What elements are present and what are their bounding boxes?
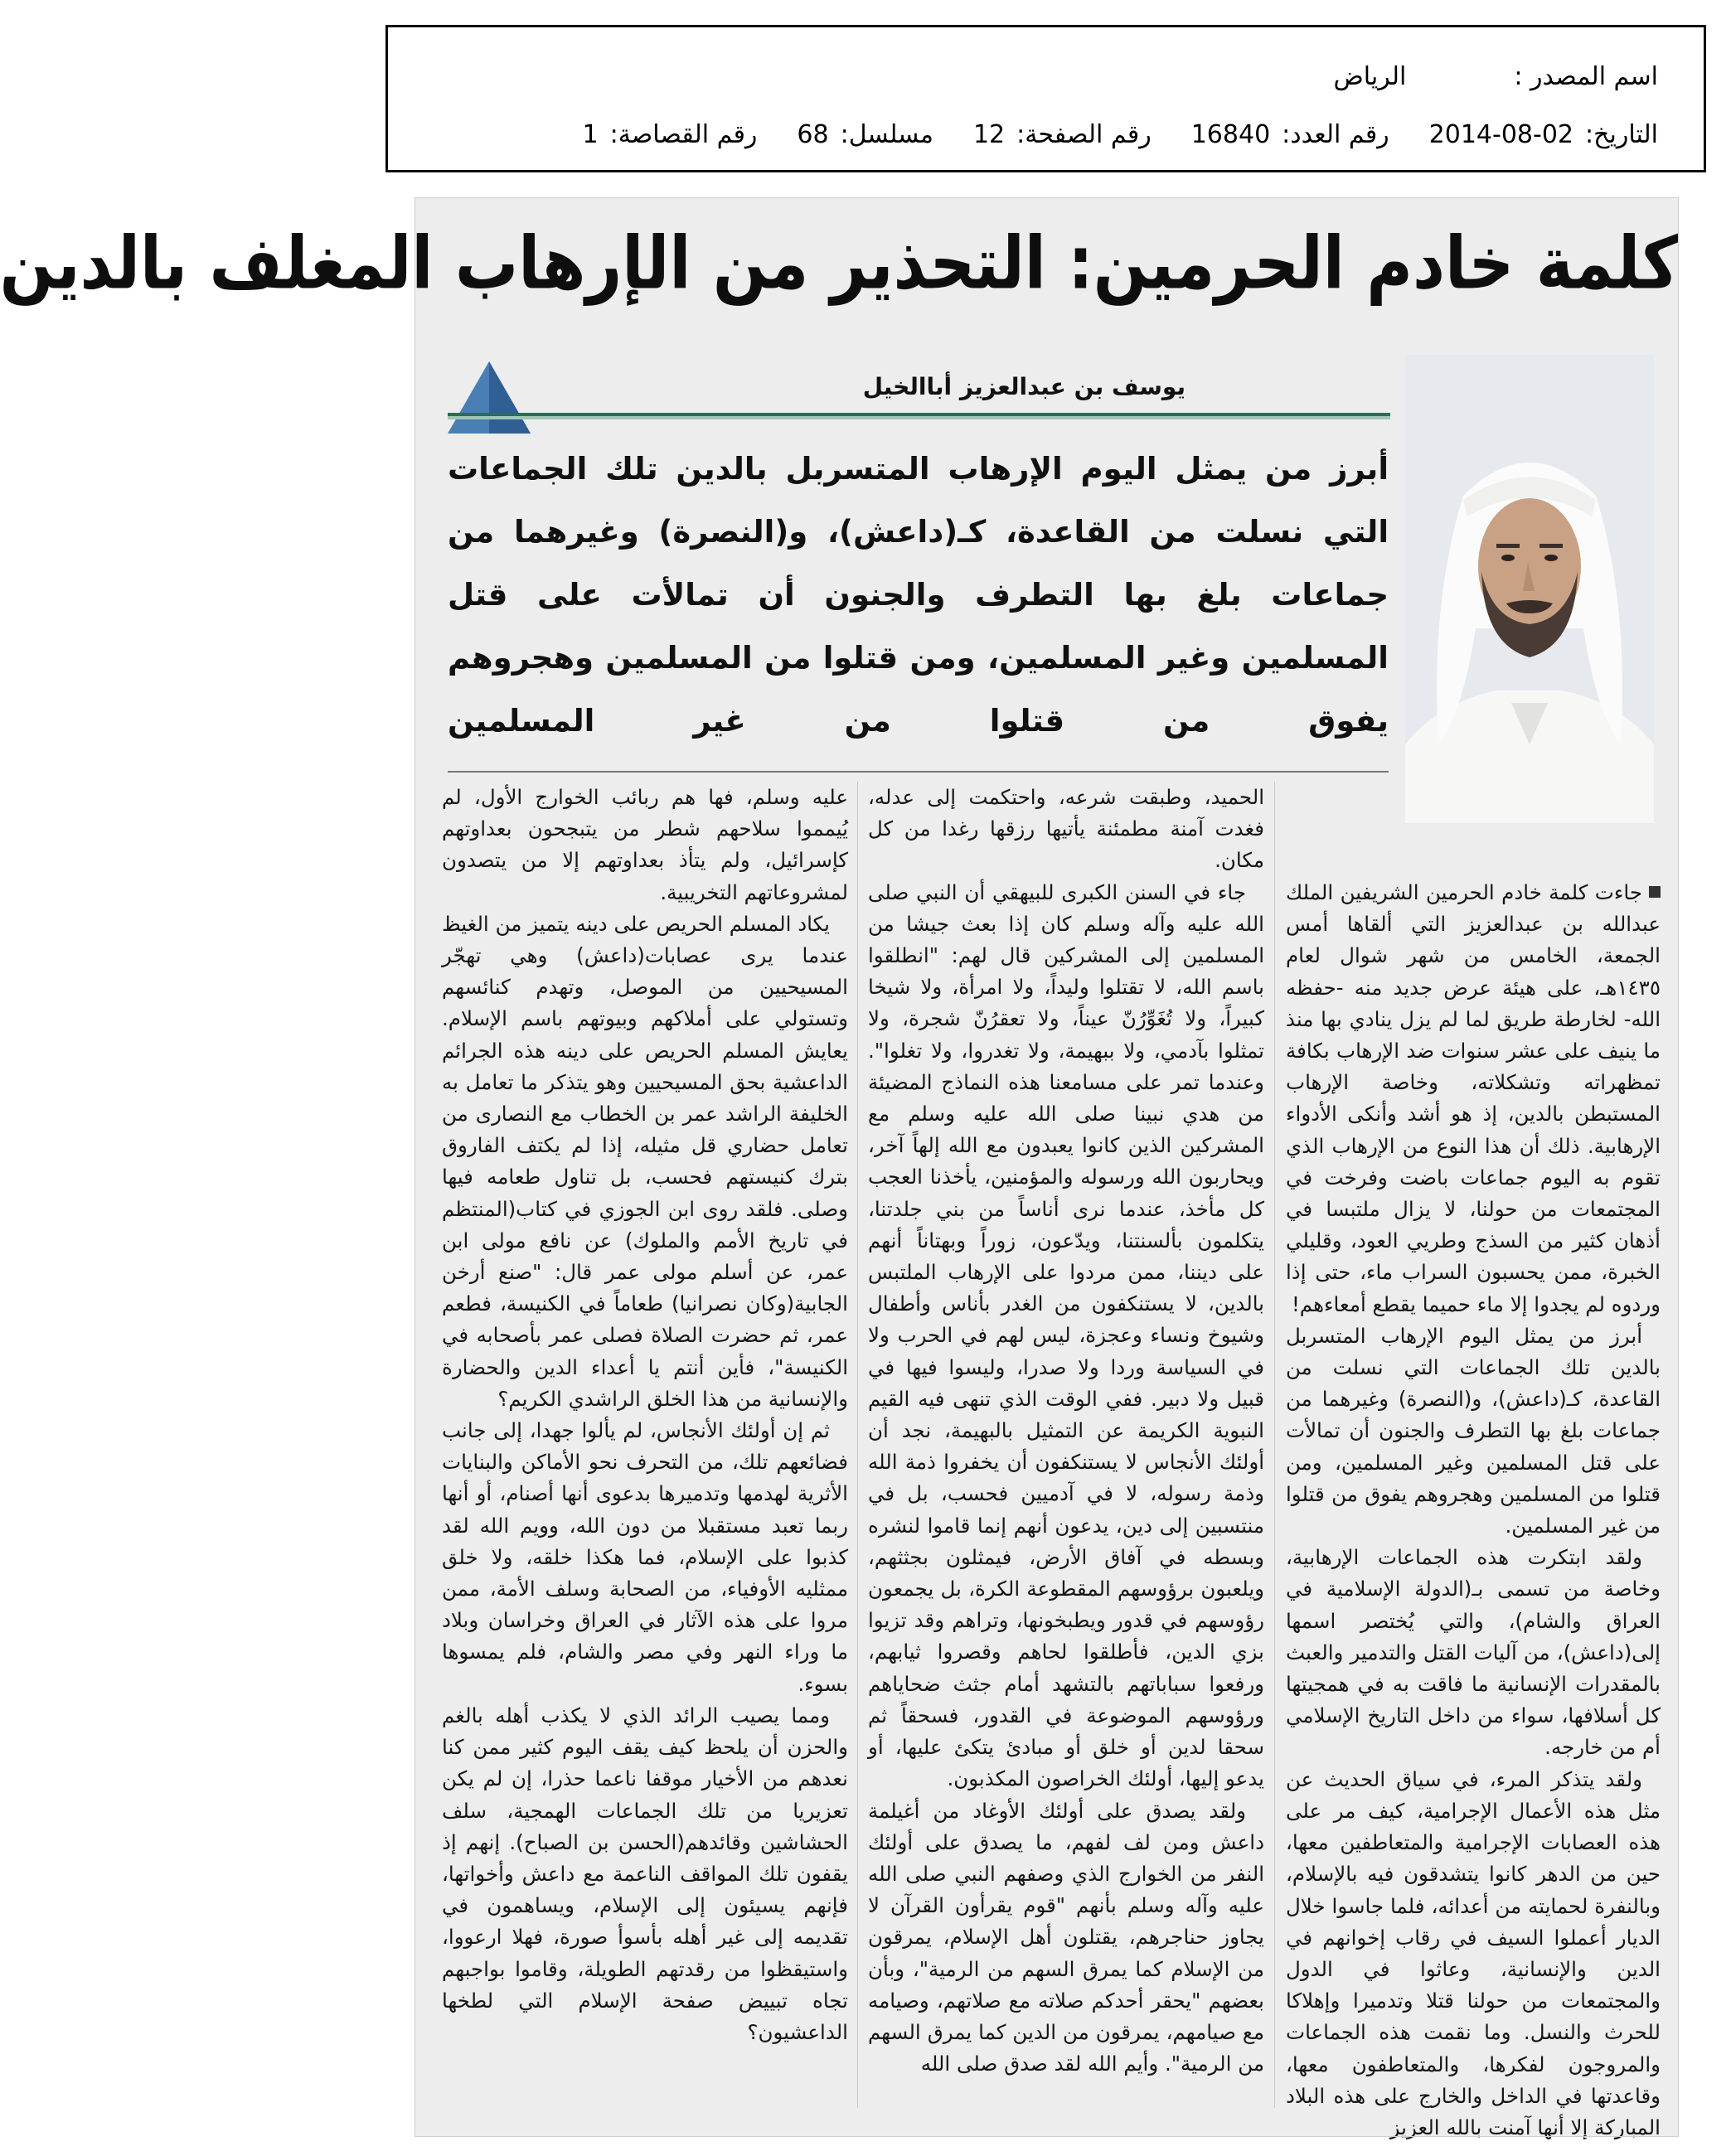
article-column-2	[868, 782, 1264, 2125]
serial-value: 68	[797, 120, 829, 149]
column-3-paragraph-4: ومما يصيب الرائد الذي لا يكذب أهله بالغم والحزن أن يلحظ كيف يقف اليوم كثير ممن كنا نعدهم من الأخيار موقفا ناعما حذرا، إن لم يكن تعزيريا من تلك الجماعات الهمجية، سلف الحشاشين وقائدهم(الحسن بن الصباح). إنهم إذ يقفون تلك المواقف الناعمة مع داعش وأخواتها، فإنهم يسيئون إلى الإسلام، ويساهمون في تقديمه إلى غير أهله بأسوأ صورة، فهلا ارعووا، واستيقظوا من رقدتهم الطويلة، وقاموا بواجبهم تجاه تبييض صفحة الإسلام التي لطخها الداعشيون؟	[442, 1703, 848, 2044]
author-byline: يوسف بن عبدالعزيز أباالخيل	[862, 373, 1186, 400]
page-label: رقم الصفحة:	[1016, 120, 1152, 149]
column-1-paragraph-4: ولقد يتذكر المرء، في سياق الحديث عن مثل هذه الأعمال الإجرامية، كيف مر على هذه العصابات الإجرامية والمتعاطفين معها، حين من الدهر كانوا يتشدقون فيه بالإسلام، وبالنفرة لحمايته من أعدائه، فلما جاسوا خلال الديار أعملوا السيف في رقاب إخوانهم في الدين والإنسانية، وعاثوا في الدول والمجتمعات من حولنا قتلا وتدميرا وإهلاكا للحرث والنسل. وما نقمت هذه الجماعات والمروجون لفكرها، والمتعاطفون معها، وقاعدتها في الداخل والخارج على هذه البلاد المباركة إلا أنها آمنت بالله العزيز	[1286, 1766, 1661, 2139]
column-3-paragraph-1: عليه وسلم، فها هم ربائب الخوارج الأول، لم يُيمموا سلاحهم شطر من يتبجحون بعداوتهم كإسرائيل، ولم يتأذ بعداوتهم إلا من يتصدون لمشروعاتهم التخريبية.	[442, 785, 848, 904]
column-gutter	[857, 782, 858, 2108]
details-row	[583, 120, 1658, 149]
lead-divider	[448, 771, 1389, 773]
date-value: 2014-08-02	[1428, 120, 1574, 149]
clipping-metadata-box	[385, 25, 1706, 172]
article-column-1	[1286, 877, 1661, 2139]
column-1-paragraph-1	[1286, 877, 1661, 1320]
column-1-paragraph-1-text: جاءت كلمة خادم الحرمين الشريفين الملك عبدالله بن عبدالعزيز التي ألقاها أمس الجمعة، الخامس من شهر شوال لعام ١٤٣٥هـ، على هيئة عرض جديد منه -حفظه الله- لخارطة طريق لما لم يزل ينادي بها منذ ما ينيف على عشر سنوات ضد الإرهاب بكافة تمظهراته وتشكلاته، وخاصة الإرهاب المستبطن بالدين، إذ هو أشد وأنكى الأدواء الإرهابية. ذلك أن هذا النوع من الإرهاب الذي تقوم به اليوم جماعات باضت وفرخت في المجتمعات من حولنا، لا يزال ملتبسا في أذهان كثير من السذج وطريي العود، وقليلي الخبرة، ممن يحسبون السراب ماء، حتى إذا وردوه لم يجدوا إلا ماء حميما يقطع أمعاءهم!	[1286, 880, 1661, 1316]
bullet-square-icon	[1649, 886, 1661, 898]
clip-label: رقم القصاصة:	[609, 120, 758, 149]
byline-divider	[448, 413, 1390, 419]
column-2-paragraph-2: جاء في السنن الكبرى للبيهقي أن النبي صلى الله عليه وآله وسلم كان إذا بعث جيشا من المسلمين إلى المشركين قال لهم: "انطلقوا باسم الله، لا تقتلوا وليداً، ولا امرأة، ولا شيخا كبيراً، ولا تُغَوِّرُنّ عيناً، ولا تعقرُنّ شجرة، ولا تمثلوا بآدمي، ولا ببهيمة، ولا تغدروا، ولا تغلوا". وعندما تمر على مسامعنا هذه النماذج المضيئة من هدي نبينا صلى الله عليه وسلم مع المشركين الذين كانوا يعبدون مع الله إلهاً آخر، ويحاربون الله ورسوله والمؤمنين، يأخذنا العجب كل مأخذ، عندما نرى أناساً من بني جلدتنا، يتكلمون بألسنتنا، ويدّعون، زوراً وبهتاناً أنهم على ديننا، ممن مردوا على الإرهاب الملتبس بالدين، لا يستنكفون من الغدر بأناس وأطفال وشيوخ ونساء وعجزة، ليس لهم في الحرب ولا في السياسة وردا ولا صدرا، وليسوا فيها في قبيل ولا دبير. ففي الوقت الذي تنهى فيه القيم النبوية الكريمة عن التمثيل بالبهيمة، نجد أن أولئك الأنجاس لا يستنكفون أن يخفروا ذمة الله وذمة رسوله، لا في آدميين فحسب، بل في منتسبين إلى دين، يدعون أنهم إنما قاموا لنشره وبسطه في آفاق الأرض، فيمثلون بجثثهم، ويلعبون برؤوسهم المقطوعة الكرة، بل يجمعون رؤوسهم في قدور ويطبخونها، وتراهم وقد تزيوا بزي الدين، فأطلقوا لحاهم وقصروا ثيابهم، ورفعوا سباباتهم بالتشهد أمام جثث ضحاياهم ورؤوسهم الموضوعة في القدور، فسحقاً ثم سحقا لدين أو خلق أو مبادئ يتكئ عليها، أو يدعو إليها، أولئك الخراصون المكذبون.	[868, 879, 1264, 1791]
page-value: 12	[972, 120, 1006, 149]
column-2-paragraph-3: ولقد يصدق على أولئك الأوغاد من أغيلمة داعش ومن لف لفهم، ما يصدق على أولئك النفر من الخوارج الذي وصفهم النبي صلى الله عليه وآله وسلم بأنهم "قوم يقرأون القرآن لا يجاوز حناجرهم، يقتلون أهل الإسلام، يمرقون من الإسلام كما يمرق السهم من الرمية"، وبأن بعضهم "يحقر أحدكم صلاته مع صلاتهم، وصيامه مع صيامهم، يمرقون من الدين كما يمرق السهم من الرمية". وأيم الله لقد صدق صلى الله	[868, 1798, 1264, 2076]
column-2-paragraph-1: الحميد، وطبقت شرعه، واحتكمت إلى عدله، فغدت آمنة مطمئنة يأتيها رزقها رغدا من كل مكان.	[868, 785, 1264, 873]
source-value: الرياض	[1333, 62, 1407, 91]
column-1-paragraph-2: أبرز من يمثل اليوم الإرهاب المتسربل بالدين تلك الجماعات التي نسلت من القاعدة، كـ(داعش)، و(النصرة) وغيرهما من جماعات بلغ بها التطرف والجنون أن تمالأت على قتل المسلمين وغير المسلمين، ومن قتلوا من المسلمين وهجروهم يفوق من قتلوا من غير المسلمين.	[1286, 1323, 1661, 1538]
article-column-3	[442, 782, 848, 2125]
issue-value: 16840	[1190, 120, 1271, 149]
author-portrait-image	[1405, 355, 1654, 823]
column-3-paragraph-3: ثم إن أولئك الأنجاس، لم يألوا جهدا، إلى جانب فضائعهم تلك، من التحرف نحو الأماكن والبنايات الأثرية لهدمها وتدميرها بدعوى أنها أصنام، أو أنها ربما تعبد مستقبلا من دون الله، وويم الله لقد كذبوا على الإسلام، فما هكذا خلقه، ولا خلق ممثليه الأوفياء، من الصحابة وسلف الأمة، ممن مروا على هذه الآثار في العراق وخراسان وبلاد ما وراء النهر وفي مصر والشام، فلم يمسوها بسوء.	[442, 1418, 848, 1696]
pyramid-logo-icon	[444, 355, 535, 438]
column-3-paragraph-2: يكاد المسلم الحريص على دينه يتميز من الغيظ عندما يرى عصابات(داعش) وهي تهجّر المسيحيين من الموصل، وتهدم كنائسهم وتستولي على أملاكهم وبيوتهم باسم الإسلام. يعايش المسلم الحريص على دينه هذه الجرائم الداعشية بحق المسيحيين وهو يتذكر ما تعامل به الخليفة الراشد عمر بن الخطاب مع النصارى من تعامل حضاري قل مثيله، إذا لم يكتف الفاروق بترك كنيستهم فحسب، بل تناول طعامه فيها وصلى. فلقد روى ابن الجوزي في كتاب(المنتظم في تاريخ الأمم والملوك) عن نافع مولى ابن عمر، عن أسلم مولى عمر قال: "صنع أرخن الجابية(وكان نصرانيا) طعاماً في الكنيسة، فطعم عمر، ثم حضرت الصلاة فصلى عمر بأصحابه في الكنيسة"، فأين أنتم يا أعداء الدين والحضارة والإنسانية من هذا الخلق الراشدي الكريم؟	[442, 911, 848, 1411]
column-1-paragraph-3: ولقد ابتكرت هذه الجماعات الإرهابية، وخاصة من تسمى بـ(الدولة الإسلامية في العراق والشام)، والتي يُختصر اسمها إلى(داعش)، من آليات القتل والتدمير والعبث بالمقدرات الإنسانية ما فاقت به في همجيتها كل أسلافها، سواء من داخل التاريخ الإسلامي أم من خارجه.	[1286, 1545, 1661, 1760]
clip-value: 1	[582, 120, 599, 149]
author-photo	[1405, 355, 1654, 823]
date-label: التاريخ:	[1585, 120, 1658, 149]
column-gutter	[1274, 782, 1275, 2108]
serial-label: مسلسل:	[840, 120, 933, 149]
article-headline: كلمة خادم الحرمين: التحذير من الإرهاب المغلف بالدين	[0, 220, 1679, 306]
article-lead: أبرز من يمثل اليوم الإرهاب المتسربل بالدين تلك الجماعات التي نسلت من القاعدة، كـ(داعش)، و(النصرة) وغيرهما من جماعات بلغ بها التطرف والجنون أن تمالأت على قتل المسلمين وغير المسلمين، ومن قتلوا من المسلمين وهجروهم يفوق من قتلوا من غير المسلمين	[448, 451, 1389, 739]
source-row	[1334, 62, 1658, 91]
issue-label: رقم العدد:	[1282, 120, 1389, 149]
source-label: اسم المصدر :	[1514, 62, 1658, 91]
newspaper-clipping	[0, 197, 1679, 2139]
